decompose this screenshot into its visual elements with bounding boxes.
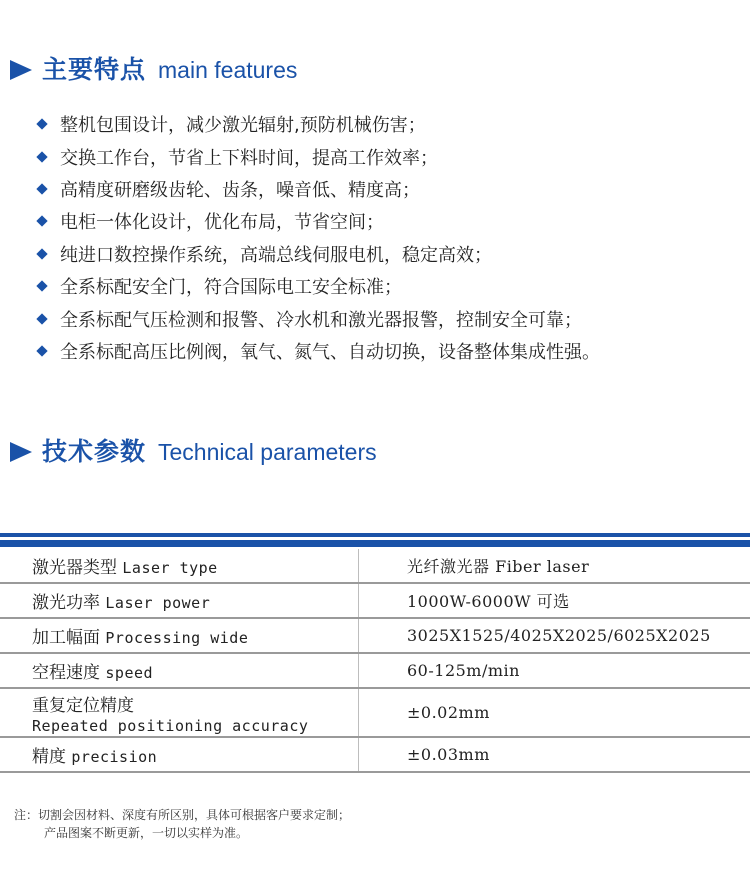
list-item — [38, 108, 600, 140]
feature-text: 电柜一体化设计，优化布局，节省空间； — [60, 212, 384, 234]
diamond-bullet-icon — [36, 119, 47, 130]
param-en: speed — [105, 664, 154, 682]
params-title-en: Technical parameters — [158, 439, 377, 465]
param-cell — [0, 549, 359, 583]
table-top-rule — [0, 533, 750, 537]
param-cn: 激光器类型 — [32, 558, 117, 578]
feature-text: 全系标配高压比例阀，氧气、氮气、自动切换，设备整体集成性强。 — [60, 341, 600, 363]
feature-text: 高精度研磨级齿轮、齿条，噪音低、精度高； — [60, 179, 420, 201]
features-title-cn: 主要特点 — [42, 55, 147, 84]
diamond-bullet-icon — [36, 280, 47, 291]
features-title-en: main features — [158, 57, 298, 83]
table-row — [0, 653, 750, 688]
param-cn: 精度 — [32, 747, 66, 767]
params-title-cn: 技术参数 — [42, 437, 147, 466]
table-row — [0, 583, 750, 618]
value-cell: 3025X1525/4025X2025/6025X2025 — [359, 618, 750, 653]
param-en: precision — [71, 748, 158, 766]
feature-text: 交换工作台，节省上下料时间，提高工作效率； — [60, 147, 438, 169]
triangle-bullet-icon — [10, 442, 32, 462]
diamond-bullet-icon — [36, 313, 47, 324]
diamond-bullet-icon — [36, 345, 47, 356]
param-cell — [0, 618, 359, 653]
table-row — [0, 737, 750, 772]
value-cell: 1000W-6000W 可选 — [359, 583, 750, 618]
specs-table — [0, 549, 750, 773]
feature-text: 纯进口数控操作系统，高端总线伺服电机，稳定高效； — [60, 244, 492, 266]
list-item — [38, 140, 600, 172]
value-cell: ±0.03mm — [359, 737, 750, 772]
param-cn: 重复定位精度 — [32, 695, 134, 716]
value-cell: 光纤激光器 Fiber laser — [359, 549, 750, 583]
params-heading — [10, 432, 377, 468]
param-en: Laser type — [122, 559, 218, 577]
diamond-bullet-icon — [36, 216, 47, 227]
table-top-bar — [0, 540, 750, 547]
footnote-line: 产品图案不断更新，一切以实样为准。 — [44, 826, 249, 840]
list-item — [38, 270, 600, 302]
table-row — [0, 688, 750, 737]
list-item — [38, 335, 600, 367]
list-item — [38, 238, 600, 270]
list-item — [38, 205, 600, 237]
value-cell: ±0.02mm — [359, 688, 750, 737]
param-en: Processing wide — [105, 629, 249, 647]
list-item — [38, 173, 600, 205]
param-cell — [0, 737, 359, 772]
param-cell — [0, 688, 359, 737]
feature-text: 全系标配气压检测和报警、冷水机和激光器报警，控制安全可靠； — [60, 309, 582, 331]
table-row — [0, 618, 750, 653]
feature-text: 全系标配安全门，符合国际电工安全标准； — [60, 277, 402, 299]
footnote — [14, 806, 350, 842]
param-cell — [0, 653, 359, 688]
param-cn: 加工幅面 — [32, 628, 100, 648]
param-cn: 激光功率 — [32, 593, 100, 613]
features-heading — [10, 50, 297, 86]
triangle-bullet-icon — [10, 60, 32, 80]
list-item — [38, 302, 600, 334]
value-cell: 60-125m/min — [359, 653, 750, 688]
param-cn: 空程速度 — [32, 663, 100, 683]
param-en: Laser power — [105, 594, 211, 612]
diamond-bullet-icon — [36, 248, 47, 259]
feature-text: 整机包围设计，减少激光辐射,预防机械伤害； — [60, 115, 426, 137]
diamond-bullet-icon — [36, 151, 47, 162]
footnote-line: 注：切割会因材料、深度有所区别，具体可根据客户要求定制； — [14, 808, 351, 822]
param-cell — [0, 583, 359, 618]
features-list — [38, 108, 600, 367]
param-en: Repeated positioning accuracy — [32, 716, 309, 735]
diamond-bullet-icon — [36, 183, 47, 194]
table-row — [0, 549, 750, 583]
